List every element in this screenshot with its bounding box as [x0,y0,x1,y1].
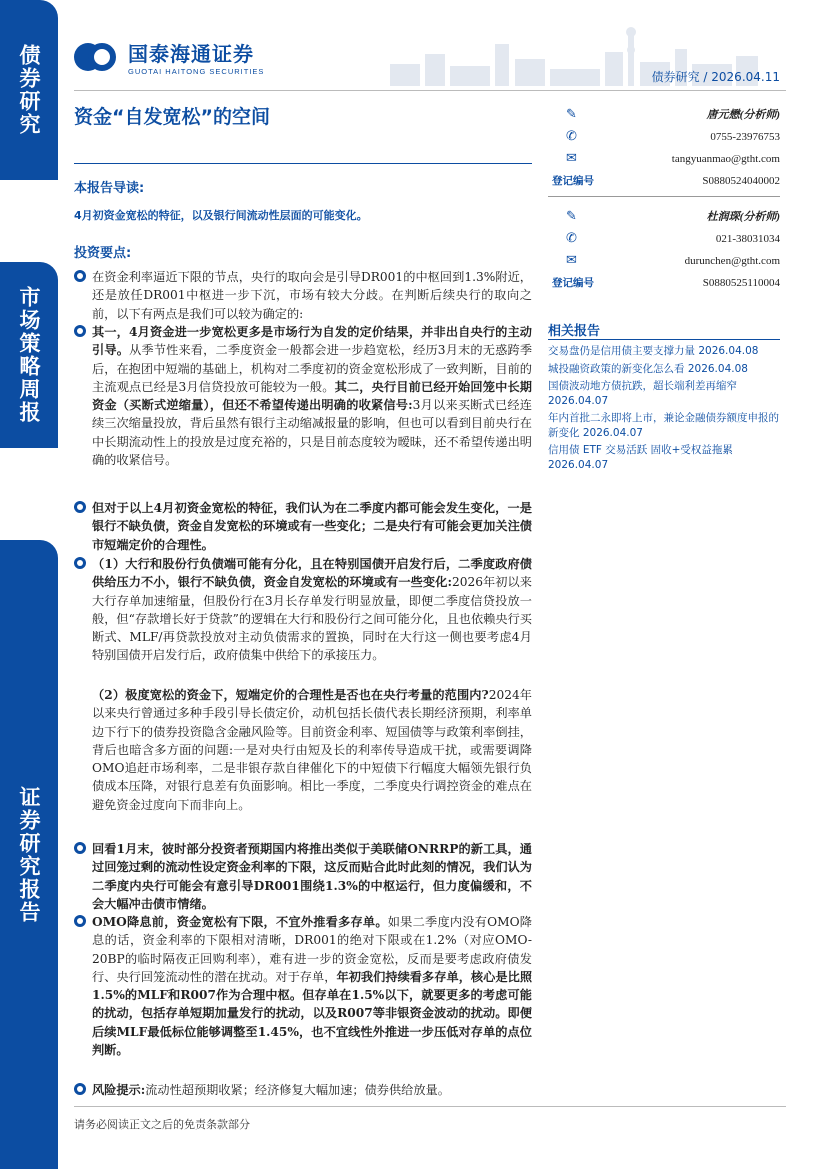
key-point: 在资金利率逼近下限的节点，央行的取向会是引导DR001的中枢回到1.3%附近，还是放任DR001中枢进一步下沉，市场有较大分歧。在判断后续央行的取向之前，以下有两点是我们可以较为确定的: [74,268,532,323]
logo-cn: 国泰海通证券 [128,42,254,66]
analyst-divider [548,196,780,197]
related-reports-list [548,344,780,475]
risk-warning: 风险提示:流动性超预期收紧；经济修复大幅加速；债券供给放量。 [74,1081,532,1099]
company-logo [74,38,264,76]
key-point-sub: （2）极度宽松的资金下，短端定价的合理性是否也在央行考量的范围内?2024年以来央行曾通过多种手段引导长债定价，动机包括长债代表长期经济预期，利率单边下行下的债券投资隐含金融风险等。目前资金利率、短国债等与政策利率倒挂，背后也暗含多方面的问题:一是对央行由短及长的利率传导造成干扰，或需要调降OMO追赶市场利率，二是非银存款自律催化下的中短债下行幅度大幅领先银行负债成本压降，对银行息差有负面影响。相比一季度，二季度央行调控资金的难点在避免资金过度向下而非向上。 [92,688,532,812]
analyst-1: ✎ 唐元懋(分析师) ✆ 0755-23976753 ✉ tangyuanmao@gtht.com 登记编号 S0880524040002 [552,107,780,187]
email-link[interactable]: tangyuanmao@gtht.com [671,153,780,165]
related-report-link[interactable]: 交易盘仍是信用债主要支撑力量 2026.04.08 [548,345,759,357]
related-reports-title: 相关报告 [548,324,601,339]
header-meta: 债券研究 / 2026.04.11 [651,70,780,84]
bullet-icon [74,557,86,569]
key-point: 但对于以上4月初资金宽松的特征，我们认为在二季度内都可能会发生变化，一是银行不缺负债，资金自发宽松的环境或有一些变化；二是央行有可能会更加关注债市短端定价的合理性。 [74,499,532,554]
email-icon: ✉ [566,151,577,166]
key-point: OMO降息前，资金宽松有下限，不宜外推看多存单。如果二季度内没有OMO降息的话，资金利率的下限相对清晰，DR001的绝对下限或在1.2%（对应OMO-20BP的临时隔夜正回购利率），难有进一步的资金宽松，反而是要考虑政府债发行、央行回笼流动性的潜在扰动。对于存单，年初我们持续看多存单，核心是比照1.5%的MLF和R007作为合理中枢。但存单在1.5%以下，就要更多的考虑可能的扰动，包括存单短期加量发行的扰动，以及R007等非银资金波动的扰动。即便后续MLF最低标位能够调整至1.45%，也不宜线性外推进一步压低对存单的点位判断。 [74,913,532,1059]
logo-mark-icon [74,40,124,74]
person-icon: ✎ [566,209,577,224]
side-tab-bond-research: 债券研究 [0,0,58,180]
key-point: （1）大行和股份行负债端可能有分化，且在特别国债开启发行后，二季度政府债供给压力不小，银行不缺负债，资金自发宽松的环境或有一些变化:2026年初以来大行存单加速缩量，但股份行在3月长存单发行明显放量，即便二季度信贷投放一般，但“存款增长好于贷款”的逻辑在大行和股份行之间可能分化，且也依赖央行买断式、MLF/再贷款投放对主动负债需求的置换，同时在大行这一侧也要考虑4月特别国债开启发行后，政府债集中供给下的承接压力。 [74,555,532,665]
side-tab-market-strategy: 市场策略周报 [0,262,58,448]
guide-title: 本报告导读: [74,181,145,196]
key-points-title: 投资要点: [74,246,132,261]
bullet-icon [74,325,86,337]
related-divider [548,339,780,340]
disclaimer-note: 请务必阅读正文之后的免责条款部分 [74,1118,250,1131]
report-title: 资金“自发宽松”的空间 [74,106,270,128]
bullet-icon [74,270,86,282]
logo-en: GUOTAI HAITONG SECURITIES [128,67,265,76]
header-divider [74,90,786,91]
main-divider [74,163,532,164]
email-link[interactable]: durunchen@gtht.com [684,255,780,267]
email-icon: ✉ [566,253,577,268]
phone-icon: ✆ [566,129,577,144]
side-tab-securities-report: 证券研究报告 [0,540,58,1169]
bullet-icon [74,842,86,854]
guide-text: 4月初资金宽松的特征，以及银行间流动性层面的可能变化。 [74,209,368,222]
analyst-2: ✎ 杜润琛(分析师) ✆ 021-38031034 ✉ durunchen@gtht.com 登记编号 S0880525110004 [552,209,780,289]
bullet-icon [74,915,86,927]
related-report-link[interactable]: 年内首批二永即将上市，兼论金融债券额度申报的新变化 2026.04.07 [548,412,779,439]
key-point: 回看1月末，彼时部分投资者预期国内将推出类似于美联储ONRRP的新工具，通过回笼过剩的流动性设定资金利率的下限，这反而贴合此时此刻的情况，我们认为二季度内央行可能会有意引导DR001围绕1.3%的中枢运行，但力度偏缓和，不会大幅冲击债市情绪。 [74,840,532,913]
bullet-icon [74,1083,86,1095]
person-icon: ✎ [566,107,577,122]
footer-divider [74,1106,786,1107]
phone-icon: ✆ [566,231,577,246]
related-report-link[interactable]: 城投融资政策的新变化怎么看 2026.04.08 [548,362,748,375]
key-point: 其一，4月资金进一步宽松更多是市场行为自发的定价结果，并非出自央行的主动引导。从季节性来看，二季度资金一般都会进一步趋宽松，经历3月末的无惑跨季后，在抱团中短端的基础上，机构对二季度初的资金宽松形成了一致判断，目前的主流观点已经是3月信贷投放可能较为一般。其二，央行目前已经开始回笼中长期资金（买断式逆缩量），但还不希望传递出明确的收紧信号:3月以来买断式已经连续三次缩量投放，背后虽然有银行主动缩减报量的影响，但也可以看到目前央行在中长期流动性上的投放是过度充裕的，只是目前态度较为暧昧，还不希望传递出明确的收紧信号。 [74,323,532,469]
bullet-icon [74,501,86,513]
related-report-link[interactable]: 国债波动地方债抗跌，超长端利差再缩窄 2026.04.07 [548,380,737,407]
related-report-link[interactable]: 信用债 ETF 交易活跃 固收+受权益拖累 2026.04.07 [548,444,733,471]
